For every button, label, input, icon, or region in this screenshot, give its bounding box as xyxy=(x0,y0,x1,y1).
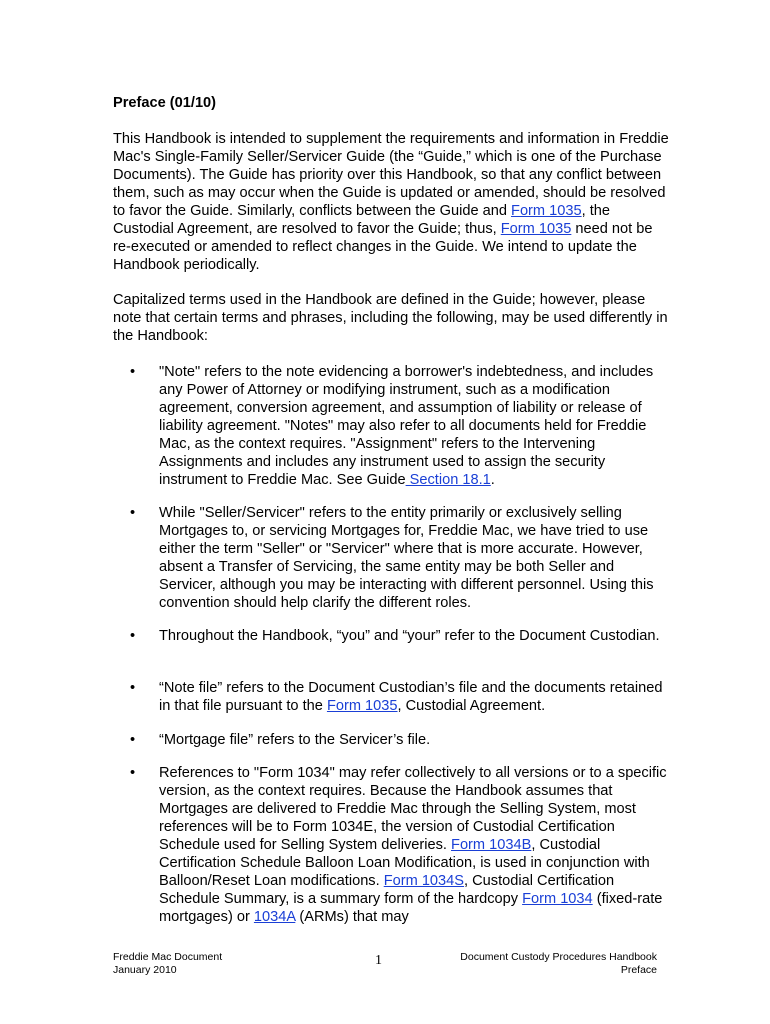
form-1034-text-4: (fixed-rate mortgages) or xyxy=(159,891,663,925)
bullet-icon: • xyxy=(130,628,136,644)
note-text-end: . xyxy=(490,472,495,488)
form-1034s-link[interactable]: Form 1034S xyxy=(383,873,465,889)
bullet-icon: • xyxy=(130,765,136,781)
form-1034-link[interactable]: Form 1034 xyxy=(522,891,593,907)
footer-handbook-title: Document Custody Procedures Handbook xyxy=(460,951,657,963)
bullet-icon: • xyxy=(130,505,136,521)
footer-document-label: Freddie Mac Document xyxy=(113,951,223,963)
bullet-icon: • xyxy=(130,680,136,696)
footer-left xyxy=(113,951,222,977)
note-definition xyxy=(159,363,669,489)
page-number: 1 xyxy=(375,953,382,968)
form-1034-text-5: (ARMs) that may xyxy=(295,909,409,925)
form-1034-text-2: , Custodial Certification Schedule Balloon Loan Modification, is used in conjunction with Balloon/Reset Loan modifications. xyxy=(159,837,650,889)
bullet-icon: • xyxy=(130,364,136,380)
note-file-definition xyxy=(159,679,669,715)
seller-servicer-definition: While "Seller/Servicer" refers to the entity primarily or exclusively selling Mortgages to, or servicing Mortgages for, Freddie Mac, we have tried to use either the term "Seller" or "Servicer" where that is more accurate. However, absent a Transfer of Servicing, the same entity may be both Seller and Servicer, although you may be interacting with different personnel. Using this convention should help clarify the different roles. xyxy=(159,505,654,611)
footer-right xyxy=(460,951,657,977)
intro-text-1: This Handbook is intended to supplement the requirements and information in Freddie Mac's Single-Family Seller/Servicer Guide (the “Guide,” which is one of the Purchase Documents). The Guide has priority over this Handbook, so that any conflict between them, such as may occur when the Guide is updated or amended, should be resolved to favor the Guide. Similarly, conflicts between the Guide and xyxy=(113,131,669,219)
you-definition: Throughout the Handbook, “you” and “your” refer to the Document Custodian. xyxy=(159,628,660,644)
intro-text-2: , the Custodial Agreement, are resolved to favor the Guide; thus, xyxy=(113,203,611,237)
mortgage-file-definition: “Mortgage file” refers to the Servicer’s file. xyxy=(159,732,431,748)
form-1034-definition xyxy=(159,764,669,926)
form-1034-text-1: References to "Form 1034" may refer collectively to all versions or to a specific version, as the context requires. Because the Handbook assumes that Mortgages are delivered to Freddie Mac through the Selling System, most references will be to Form 1034E, the version of Custodial Certification Schedule used for Selling System deliveries. xyxy=(159,765,667,853)
form-1034-text-3: , Custodial Certification Schedule Summary, is a summary form of the hardcopy xyxy=(159,873,615,907)
footer-date: January 2010 xyxy=(113,964,177,976)
form-1035-link[interactable]: Form 1035 xyxy=(511,203,582,219)
note-file-text-end: , Custodial Agreement. xyxy=(397,698,546,714)
intro-paragraph xyxy=(113,130,673,274)
form-1035-link[interactable]: Form 1035 xyxy=(326,698,398,714)
note-file-text: “Note file” refers to the Document Custodian’s file and the documents retained in that file pursuant to the xyxy=(159,680,663,714)
note-text: "Note" refers to the note evidencing a borrower's indebtedness, and includes any Power of Attorney or modifying instrument, such as a modification agreement, conversion agreement, and assumption of liability or release of liability agreement. "Notes" may also refer to all documents held for Freddie Mac, as the context requires. "Assignment" refers to the Intervening Assignments and includes any instrument used to assign the security instrument to Freddie Mac. See Guide xyxy=(159,364,654,488)
footer-section: Preface xyxy=(620,964,657,976)
terms-paragraph: Capitalized terms used in the Handbook are defined in the Guide; however, please note that certain terms and phrases, including the following, may be used differently in the Handbook: xyxy=(113,292,668,344)
form-1034b-link[interactable]: Form 1034B xyxy=(451,837,532,853)
page-title: Preface (01/10) xyxy=(113,95,217,111)
bullet-icon: • xyxy=(130,732,136,748)
section-18-1-link[interactable]: Section 18.1 xyxy=(405,472,491,488)
intro-text-3: need not be re-executed or amended to reflect changes in the Guide. We intend to update the Handbook periodically. xyxy=(113,221,653,273)
form-1034a-link[interactable]: 1034A xyxy=(253,909,296,925)
form-1035-link[interactable]: Form 1035 xyxy=(500,221,572,237)
